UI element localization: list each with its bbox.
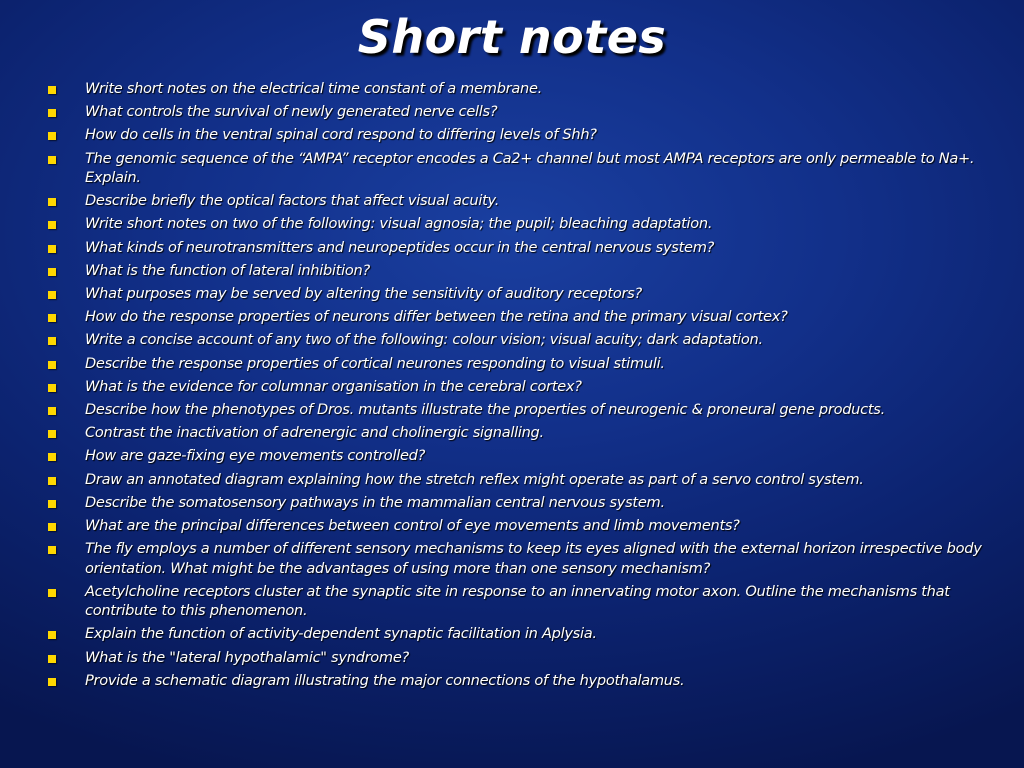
square-bullet-icon <box>48 245 56 253</box>
list-item <box>48 446 988 466</box>
list-item-text: What kinds of neurotransmitters and neuropeptides occur in the central nervous system? <box>85 238 715 256</box>
list-item <box>48 423 988 443</box>
square-bullet-icon <box>48 86 56 94</box>
square-bullet-icon <box>48 523 56 531</box>
square-bullet-icon <box>48 268 56 276</box>
square-bullet-icon <box>48 589 56 597</box>
list-item-text: What is the "lateral hypothalamic" syndrome? <box>85 648 409 666</box>
list-item-text: How do cells in the ventral spinal cord respond to differing levels of Shh? <box>85 126 597 144</box>
list-item-text: Describe briefly the optical factors that affect visual acuity. <box>85 192 500 210</box>
list-item <box>48 470 988 490</box>
list-item-text: Draw an annotated diagram explaining how the stretch reflex might operate as part of a servo control system. <box>85 470 864 488</box>
list-item <box>48 539 988 578</box>
list-item <box>48 191 988 211</box>
square-bullet-icon <box>48 361 56 369</box>
list-item-text: How are gaze-fixing eye movements controlled? <box>85 447 426 465</box>
square-bullet-icon <box>48 109 56 117</box>
list-item <box>48 214 988 234</box>
list-item-text: Contrast the inactivation of adrenergic and cholinergic signalling. <box>85 424 544 442</box>
square-bullet-icon <box>48 655 56 663</box>
square-bullet-icon <box>48 337 56 345</box>
list-item <box>48 377 988 397</box>
list-item <box>48 582 988 621</box>
list-item-text: What is the evidence for columnar organisation in the cerebral cortex? <box>85 377 582 395</box>
list-item <box>48 516 988 536</box>
list-item <box>48 261 988 281</box>
square-bullet-icon <box>48 678 56 686</box>
list-item-text: Acetylcholine receptors cluster at the synaptic site in response to an innervating motor axon. Outline the mechanisms that contribute to this phenomenon. <box>85 582 950 620</box>
list-item-text: Write a concise account of any two of the following: colour vision; visual acuity; dark adaptation. <box>85 331 763 349</box>
list-item <box>48 648 988 668</box>
list-item <box>48 307 988 327</box>
list-item <box>48 102 988 122</box>
list-item-text: Describe the response properties of cortical neurones responding to visual stimuli. <box>85 354 665 372</box>
list-item <box>48 671 988 691</box>
square-bullet-icon <box>48 156 56 164</box>
square-bullet-icon <box>48 384 56 392</box>
list-item <box>48 493 988 513</box>
list-item-text: Explain the function of activity-dependent synaptic facilitation in Aplysia. <box>85 625 597 643</box>
square-bullet-icon <box>48 631 56 639</box>
square-bullet-icon <box>48 314 56 322</box>
square-bullet-icon <box>48 291 56 299</box>
list-item-text: How do the response properties of neurons differ between the retina and the primary visual cortex? <box>85 308 788 326</box>
square-bullet-icon <box>48 500 56 508</box>
list-item-text: What purposes may be served by altering the sensitivity of auditory receptors? <box>85 285 642 302</box>
list-item-text: Write short notes on the electrical time constant of a membrane. <box>85 80 542 97</box>
list-item <box>48 624 988 644</box>
list-item-text: The genomic sequence of the “AMPA” receptor encodes a Ca2+ channel but most AMPA receptors are only permeable to Na+. Explain. <box>85 149 975 187</box>
list-item <box>48 330 988 350</box>
list-item <box>48 400 988 420</box>
square-bullet-icon <box>48 430 56 438</box>
list-item <box>48 149 988 188</box>
square-bullet-icon <box>48 221 56 229</box>
square-bullet-icon <box>48 407 56 415</box>
square-bullet-icon <box>48 453 56 461</box>
list-item-text: Describe how the phenotypes of Dros. mutants illustrate the properties of neurogenic & proneural gene products. <box>85 400 885 418</box>
square-bullet-icon <box>48 477 56 485</box>
list-item <box>48 284 988 304</box>
square-bullet-icon <box>48 132 56 140</box>
list-item <box>48 354 988 374</box>
notes-list <box>48 79 988 694</box>
list-item-text: What controls the survival of newly generated nerve cells? <box>85 103 498 121</box>
list-item <box>48 79 988 99</box>
slide-title: Short notes <box>357 10 667 64</box>
list-item-text: The fly employs a number of different sensory mechanisms to keep its eyes aligned with the external horizon irrespective body orientation. What might be the advantages of using more than one sensory mechanism? <box>85 540 982 577</box>
square-bullet-icon <box>48 198 56 206</box>
square-bullet-icon <box>48 546 56 554</box>
list-item-text: Write short notes on two of the following: visual agnosia; the pupil; bleaching adaptation. <box>85 215 713 233</box>
list-item <box>48 125 988 145</box>
list-item-text: Describe the somatosensory pathways in the mammalian central nervous system. <box>85 493 665 511</box>
list-item-text: Provide a schematic diagram illustrating the major connections of the hypothalamus. <box>85 671 685 689</box>
list-item-text: What is the function of lateral inhibition? <box>85 261 370 279</box>
list-item-text: What are the principal differences between control of eye movements and limb movements? <box>85 516 740 534</box>
list-item <box>48 238 988 258</box>
